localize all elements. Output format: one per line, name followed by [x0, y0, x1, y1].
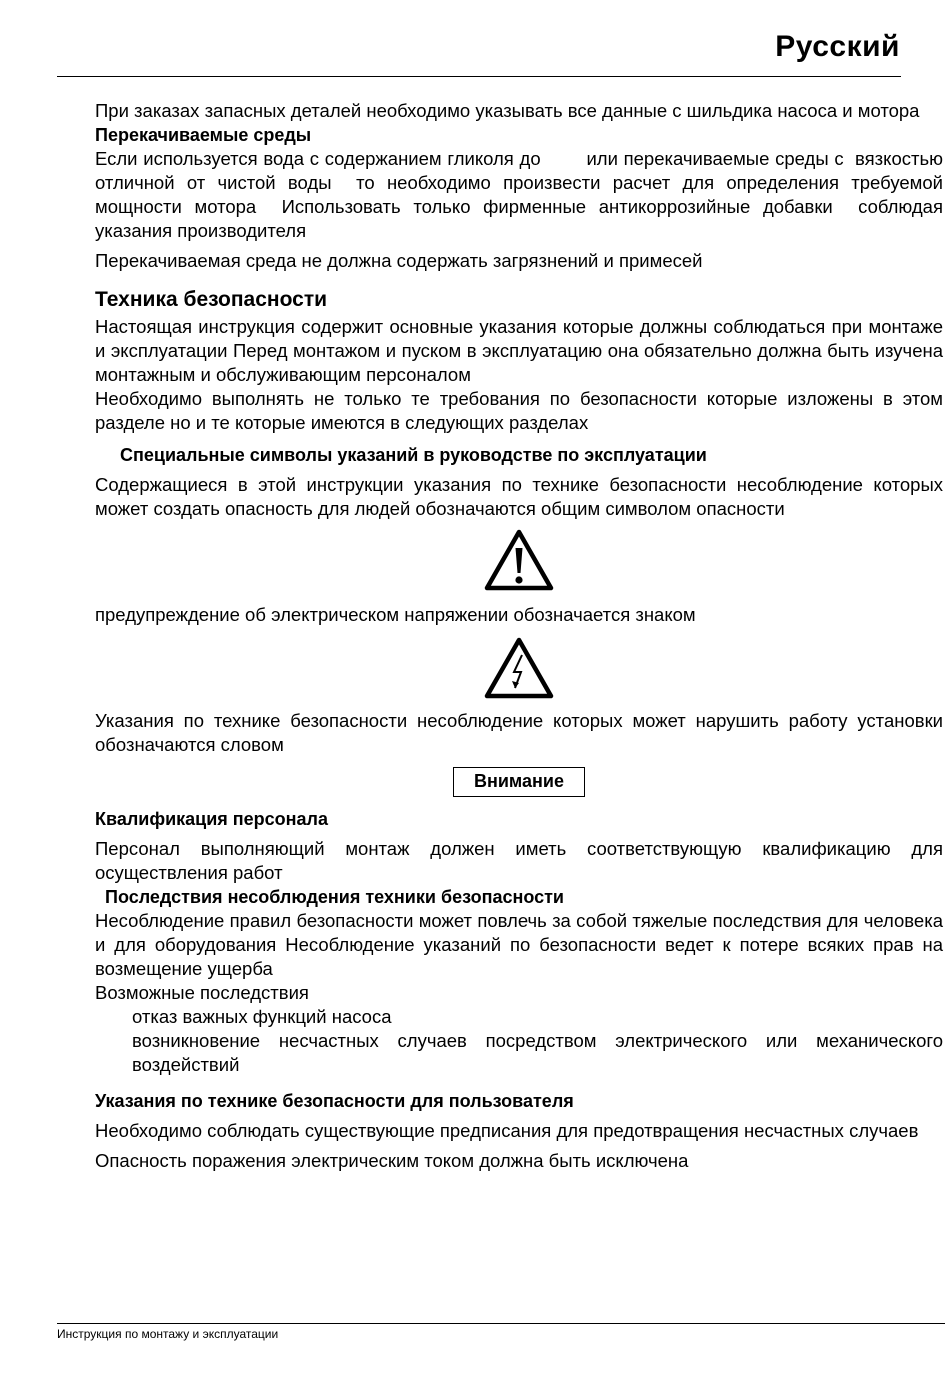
subheading-user-safety: Указания по технике безопасности для пользователя: [95, 1091, 574, 1111]
paragraph-safety-1: Настоящая инструкция содержит основные указания которые должны соблюдаться при монтаже и эксплуатации Перед монтажом и пуском в эксплуатацию она обязательно должна быть изучена монтажным и обслуживающим персоналом: [95, 316, 943, 385]
footer-divider: [57, 1323, 945, 1324]
list-item: возникновение несчастных случаев посредством электрического или механического воздействий: [132, 1030, 943, 1075]
paragraph-glycol: Если используется вода с содержанием гликоля до или перекачиваемые среды с вязкостью отличной от чистой воды то необходимо произвести расчет для определения требуемой мощности мотора Использовать только фирменные антикоррозийные добавки соблюдая указания производителя: [95, 148, 949, 241]
language-title: Русский: [775, 30, 900, 63]
paragraph-qualification: Персонал выполняющий монтаж должен иметь соответствующую квалификацию для осуществления работ: [95, 838, 943, 883]
paragraph-consequences: Несоблюдение правил безопасности может повлечь за собой тяжелые последствия для человека и для оборудования Несоблюдение указаний по безопасности ведет к потере всяких прав на возмещение ущерба: [95, 910, 943, 979]
subheading-consequences: Последствия несоблюдения техники безопасности: [105, 887, 564, 907]
general-hazard-symbol: [95, 529, 943, 591]
page-content: [95, 99, 949, 1173]
caution-word-row: [95, 767, 943, 797]
lightning-triangle-icon: [484, 637, 554, 699]
list-item: отказ важных функций насоса: [132, 1006, 392, 1027]
subheading-qualification: Квалификация персонала: [95, 809, 329, 829]
header-divider: [57, 76, 901, 77]
heading-safety: Техника безопасности: [95, 288, 328, 311]
paragraph-no-impurities: Перекачиваемая среда не должна содержать загрязнений и примесей: [95, 250, 703, 271]
subheading-symbols: Специальные символы указаний в руководстве по эксплуатации: [120, 445, 707, 465]
footer-doc-title: Инструкция по монтажу и эксплуатации: [57, 1327, 279, 1341]
paragraph-user-safety-1: Необходимо соблюдать существующие предписания для предотвращения несчастных случаев: [95, 1120, 919, 1141]
exclamation-triangle-icon: [484, 529, 554, 591]
paragraph-user-safety-2: Опасность поражения электрическим током должна быть исключена: [95, 1150, 689, 1171]
paragraph-possible-consequences: Возможные последствия: [95, 982, 309, 1003]
caution-word-box: Внимание: [453, 767, 585, 797]
paragraph-safety-2: Необходимо выполнять не только те требования по безопасности которые изложены в этом разделе но и те которые имеются в следующих разделах: [95, 388, 943, 433]
subheading-pumped-media: Перекачиваемые среды: [95, 125, 312, 145]
paragraph-electric-warning: предупреждение об электрическом напряжении обозначается знаком: [95, 604, 696, 625]
electric-hazard-symbol: [95, 637, 943, 699]
paragraph-malfunction: Указания по технике безопасности несоблюдение которых может нарушить работу установки обозначаются словом: [95, 710, 943, 755]
paragraph-symbols: Содержащиеся в этой инструкции указания по технике безопасности несоблюдение которых может создать опасность для людей обозначаются общим символом опасности: [95, 474, 943, 519]
paragraph-order-parts: При заказах запасных деталей необходимо указывать все данные с шильдика насоса и мотора: [95, 100, 920, 121]
